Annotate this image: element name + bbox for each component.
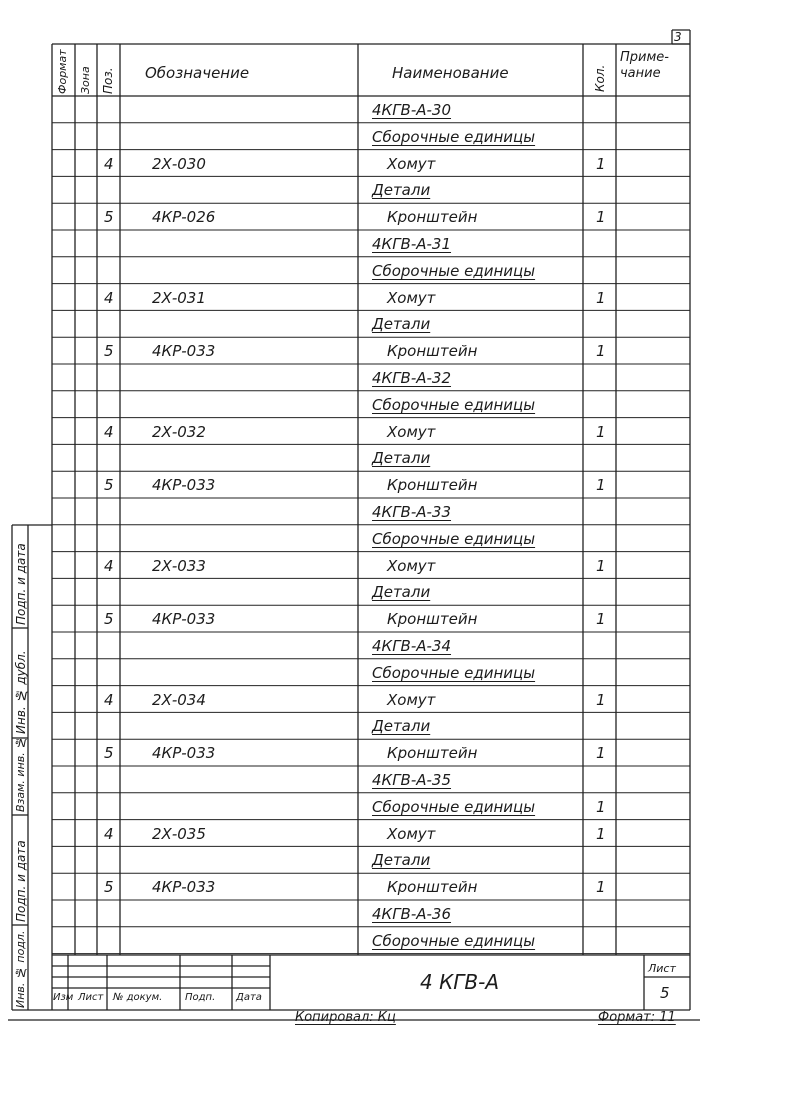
row-pos: 4 — [104, 422, 114, 441]
row-qty: 1 — [596, 610, 606, 629]
row-name: 4КГВ-А-32 — [372, 369, 452, 387]
header-qty: Кол. — [593, 64, 607, 92]
table-row — [52, 96, 690, 123]
row-name: 4КГВ-А-36 — [372, 905, 452, 923]
sheet-corner-number: 3 — [674, 30, 682, 44]
row-designation: 4КР-033 — [152, 610, 216, 629]
row-name: Кронштейн — [387, 208, 478, 227]
row-pos: 4 — [104, 690, 114, 709]
table-row — [52, 900, 690, 927]
row-designation: 4КР-033 — [152, 342, 216, 361]
row-pos: 4 — [104, 288, 114, 307]
row-designation: 2Х-032 — [152, 422, 206, 441]
row-name: Кронштейн — [387, 744, 478, 763]
row-name: 4КГВ-А-34 — [372, 637, 452, 655]
table-row — [52, 739, 690, 766]
header-designation: Обозначение — [145, 64, 250, 82]
row-qty: 1 — [596, 690, 606, 709]
side-label-sign-date-1: Подп. и дата — [14, 543, 28, 625]
row-pos: 4 — [104, 154, 114, 173]
col-label-sign: Подп. — [185, 992, 216, 1003]
format-note: Формат: 11 — [598, 1010, 676, 1025]
row-name: Хомут — [387, 824, 436, 843]
table-row — [52, 310, 690, 337]
side-label-dup-inv: Инв. № дубл. — [14, 650, 28, 734]
row-qty: 1 — [596, 797, 606, 816]
row-name: Хомут — [387, 154, 436, 173]
table-row — [52, 793, 690, 820]
row-pos: 5 — [104, 878, 114, 897]
row-name: Детали — [372, 583, 431, 602]
row-pos: 5 — [104, 610, 114, 629]
sheet-number: 5 — [660, 984, 670, 1002]
row-pos: 5 — [104, 476, 114, 495]
row-designation: 2Х-035 — [152, 824, 206, 843]
table-row — [52, 873, 690, 900]
row-name: Детали — [372, 717, 431, 736]
col-label-change: Изм — [53, 992, 74, 1003]
row-designation: 2Х-030 — [152, 154, 206, 173]
row-pos: 5 — [104, 744, 114, 763]
row-name: 4КГВ-А-31 — [372, 235, 452, 253]
table-row — [52, 364, 690, 391]
row-name: 4КГВ-А-30 — [372, 101, 452, 119]
row-name: Хомут — [387, 422, 436, 441]
row-designation: 4КР-033 — [152, 878, 216, 897]
row-designation: 4КР-033 — [152, 744, 216, 763]
row-name: Сборочные единицы — [372, 931, 536, 950]
table-row — [52, 578, 690, 605]
row-name: Детали — [372, 315, 431, 334]
row-pos: 4 — [104, 556, 114, 575]
table-row — [52, 284, 690, 311]
row-name: Хомут — [387, 288, 436, 307]
row-name: Сборочные единицы — [372, 529, 536, 548]
row-name: Хомут — [387, 690, 436, 709]
col-label-sheet: Лист — [78, 992, 104, 1003]
row-qty: 1 — [596, 342, 606, 361]
table-row — [52, 418, 690, 445]
row-name: Детали — [372, 851, 431, 870]
table-row — [52, 176, 690, 203]
row-name: Сборочные единицы — [372, 797, 536, 816]
table-row — [52, 391, 690, 418]
row-name: Сборочные единицы — [372, 127, 536, 146]
row-name: Кронштейн — [387, 476, 478, 495]
row-pos: 4 — [104, 824, 114, 843]
row-name: Сборочные единицы — [372, 395, 536, 414]
header-name: Наименование — [392, 64, 509, 82]
table-row — [52, 605, 690, 632]
row-qty: 1 — [596, 422, 606, 441]
side-label-sign-date-2: Подп. и дата — [14, 840, 28, 922]
header-zone: Зона — [79, 66, 92, 94]
col-label-doc-no: № докум. — [113, 992, 163, 1003]
table-row — [52, 686, 690, 713]
table-row — [52, 525, 690, 552]
col-label-date: Дата — [236, 992, 262, 1003]
row-qty: 1 — [596, 878, 606, 897]
table-row — [52, 820, 690, 847]
header-note: Приме- чание — [620, 50, 669, 81]
row-designation: 4КР-033 — [152, 476, 216, 495]
header-format: Формат — [56, 49, 69, 94]
table-row — [52, 257, 690, 284]
row-qty: 1 — [596, 208, 606, 227]
row-name: 4КГВ-А-33 — [372, 503, 452, 521]
sheet-label: Лист — [648, 962, 676, 975]
row-qty: 1 — [596, 154, 606, 173]
side-label-orig-inv: Инв. № подл. — [14, 930, 27, 1008]
table-row — [52, 203, 690, 230]
row-name: Хомут — [387, 556, 436, 575]
row-name: 4КГВ-А-35 — [372, 771, 452, 789]
row-designation: 2Х-033 — [152, 556, 206, 575]
side-label-replace-inv: Взам. инв. № — [14, 735, 27, 812]
row-name: Сборочные единицы — [372, 261, 536, 280]
row-designation: 2Х-034 — [152, 690, 206, 709]
table-row — [52, 498, 690, 525]
row-name: Кронштейн — [387, 878, 478, 897]
table-row — [52, 766, 690, 793]
row-pos: 5 — [104, 208, 114, 227]
row-name: Детали — [372, 181, 431, 200]
table-row — [52, 846, 690, 873]
table-row — [52, 552, 690, 579]
row-qty: 1 — [596, 744, 606, 763]
document-code: 4 КГВ-А — [420, 970, 500, 994]
row-pos: 5 — [104, 342, 114, 361]
table-row — [52, 123, 690, 150]
header-pos: Поз. — [101, 67, 115, 94]
row-qty: 1 — [596, 556, 606, 575]
table-row — [52, 632, 690, 659]
row-designation: 4КР-026 — [152, 208, 216, 227]
table-row — [52, 444, 690, 471]
table-row — [52, 150, 690, 177]
table-row — [52, 337, 690, 364]
table-row — [52, 230, 690, 257]
copied-by: Копировал: Кц — [295, 1010, 396, 1025]
table-row — [52, 471, 690, 498]
row-qty: 1 — [596, 476, 606, 495]
table-row — [52, 659, 690, 686]
row-qty: 1 — [596, 288, 606, 307]
row-name: Сборочные единицы — [372, 663, 536, 682]
table-row — [52, 927, 690, 954]
row-name: Кронштейн — [387, 610, 478, 629]
row-name: Кронштейн — [387, 342, 478, 361]
table-row — [52, 712, 690, 739]
row-designation: 2Х-031 — [152, 288, 206, 307]
row-qty: 1 — [596, 824, 606, 843]
row-name: Детали — [372, 449, 431, 468]
